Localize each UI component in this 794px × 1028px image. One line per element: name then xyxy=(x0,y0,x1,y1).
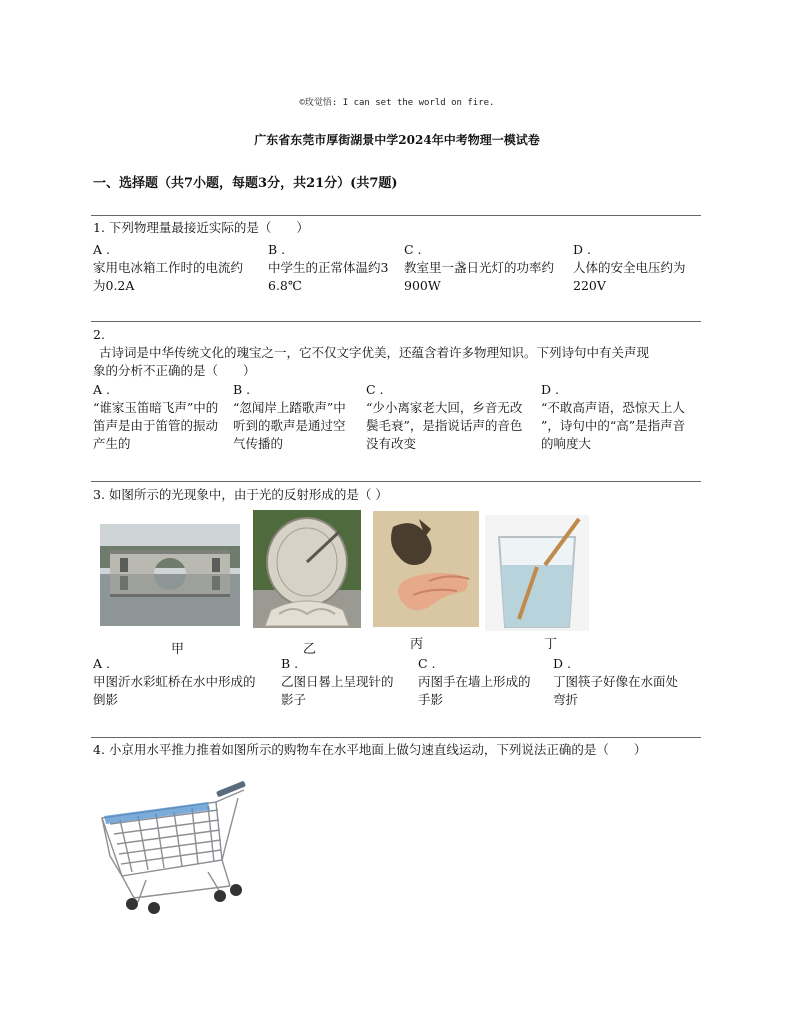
question-2-number: 2. xyxy=(93,327,105,342)
question-3-stem: 3. 如图所示的光现象中，由于光的反射形成的是（ ） xyxy=(93,487,388,502)
option-text: 人体的安全电压约为 xyxy=(573,260,686,275)
page-title: 广东省东莞市厚街湖景中学2024年中考物理一模试卷 xyxy=(254,133,540,147)
option-text: 弯折 xyxy=(553,692,579,707)
option-text: 为0.2A xyxy=(93,278,135,293)
question-2-option-d[interactable] xyxy=(541,381,703,453)
option-text: “忽闻岸上踏歌声”中 xyxy=(233,400,346,415)
shopping-cart-image xyxy=(98,780,250,916)
question-2-stem: 古诗词是中华传统文化的瑰宝之一，它不仅文字优美，还蕴含着许多物理知识。下列诗句中有关声现 xyxy=(99,345,650,360)
option-text: 气传播的 xyxy=(233,436,284,451)
option-text: 没有改变 xyxy=(366,436,417,451)
option-text: 听到的歌声是通过空 xyxy=(233,418,346,433)
question-1-option-c[interactable] xyxy=(404,241,574,295)
question-4-stem: 4. 小京用水平推力推着如图所示的购物车在水平地面上做匀速直线运动，下列说法正确的是（ ） xyxy=(93,742,647,757)
bridge-reflection-image xyxy=(100,524,240,626)
option-text: 倒影 xyxy=(93,692,119,707)
question-3-option-c[interactable] xyxy=(418,655,550,709)
option-text: “谁家玉笛暗飞声”中的 xyxy=(93,400,219,415)
question-1-stem: 1. 下列物理量最接近实际的是（ ） xyxy=(93,220,309,235)
option-text: 产生的 xyxy=(93,436,131,451)
question-1-option-b[interactable] xyxy=(268,241,400,295)
question-3-option-d[interactable] xyxy=(553,655,703,709)
option-letter: B . xyxy=(268,242,286,257)
watermark: ©玫觉悟: I can set the world on fire. xyxy=(299,98,495,108)
option-text: 笛声是由于笛管的振动 xyxy=(93,418,219,433)
option-text: 手影 xyxy=(418,692,444,707)
option-letter: A . xyxy=(93,382,110,397)
question-2-option-b[interactable] xyxy=(233,381,363,453)
option-text: 乙图日晷上呈现针的 xyxy=(281,674,394,689)
option-text: 丙图手在墙上形成的 xyxy=(418,674,531,689)
option-text: “少小离家老大回，乡音无改 xyxy=(366,400,523,415)
option-text: 中学生的正常体温约3 xyxy=(268,260,389,275)
option-text: ”，诗句中的“高”是指声音 xyxy=(541,418,686,433)
image-label-yi: 乙 xyxy=(303,642,317,657)
option-text: 教室里一盏日光灯的功率约 xyxy=(404,260,555,275)
option-letter: C . xyxy=(404,242,422,257)
divider xyxy=(91,481,701,482)
glass-chopstick-image xyxy=(485,515,589,631)
option-text: 丁图筷子好像在水面处 xyxy=(553,674,679,689)
image-label-ding: 丁 xyxy=(544,637,558,652)
option-letter: D . xyxy=(553,656,571,671)
option-text: 甲图沂水彩虹桥在水中形成的 xyxy=(93,674,256,689)
question-2-stem: 象的分析不正确的是（ ） xyxy=(93,363,256,378)
image-label-jia: 甲 xyxy=(171,642,185,657)
question-2-option-a[interactable] xyxy=(93,381,231,453)
option-text: 家用电冰箱工作时的电流约 xyxy=(93,260,244,275)
option-letter: C . xyxy=(418,656,436,671)
option-text: 鬓毛衰”，是指说话声的音色 xyxy=(366,418,523,433)
divider xyxy=(91,737,701,738)
option-text: “不敢高声语，恐惊天上人 xyxy=(541,400,685,415)
option-text: 220V xyxy=(573,278,606,293)
question-3-option-a[interactable] xyxy=(93,655,279,709)
option-text: 900W xyxy=(404,278,441,293)
divider xyxy=(91,215,701,216)
option-letter: B . xyxy=(281,656,299,671)
option-letter: A . xyxy=(93,242,110,257)
sundial-image xyxy=(253,510,361,628)
question-1-option-d[interactable] xyxy=(573,241,703,295)
option-text: 6.8℃ xyxy=(268,278,302,293)
image-label-bing: 丙 xyxy=(410,637,424,652)
option-letter: D . xyxy=(573,242,591,257)
question-1-option-a[interactable] xyxy=(93,241,263,295)
question-2-option-c[interactable] xyxy=(366,381,544,453)
option-text: 影子 xyxy=(281,692,307,707)
option-letter: C . xyxy=(366,382,384,397)
hand-shadow-image xyxy=(373,511,479,627)
question-3-option-b[interactable] xyxy=(281,655,416,709)
option-text: 的响度大 xyxy=(541,436,592,451)
option-letter: B . xyxy=(233,382,251,397)
option-letter: A . xyxy=(93,656,110,671)
section-title: 一、选择题（共7小题，每题3分，共21分）(共7题) xyxy=(93,176,398,191)
option-letter: D . xyxy=(541,382,559,397)
divider xyxy=(91,321,701,322)
